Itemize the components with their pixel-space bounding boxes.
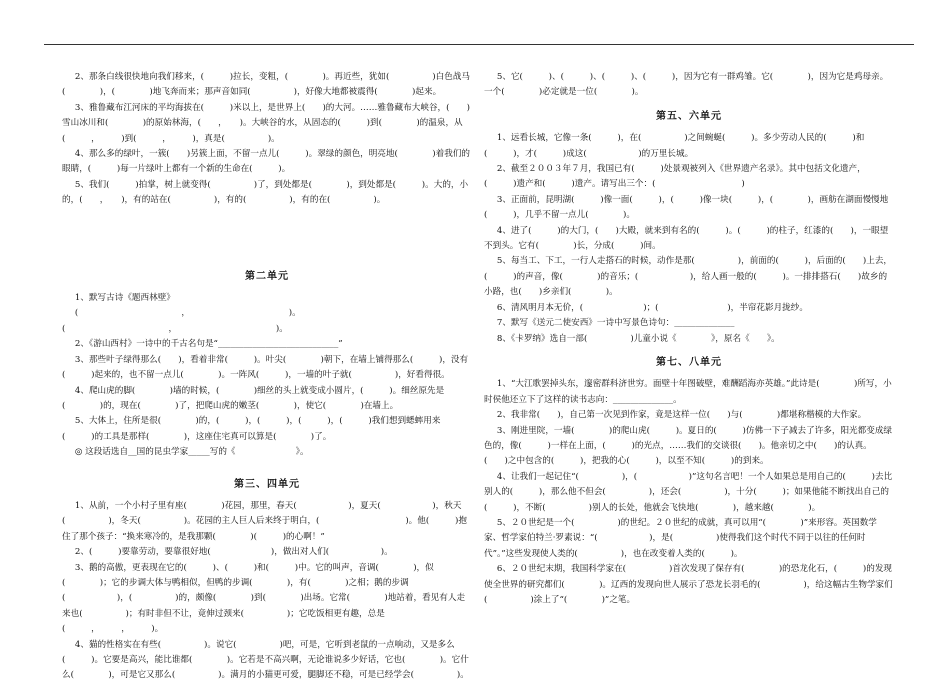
unit2-item: 2、《游山西村》一诗中的千古名句是“____________________________” bbox=[74, 339, 343, 350]
unit56-item: 5、每当工、下工，一行人走搭石的时候，动作是那( )，前面的( )，后面的( )上去，( )的声音，像( )的音乐；( )，给人画一般的( )。一排排搭石( )故乡的小路，也( )乡亲们( )。 bbox=[484, 256, 893, 298]
unit56-item: 7、默写《送元二使安西》一诗中写景色诗句：______________ bbox=[496, 318, 735, 329]
unit34-item: 1、从前，一个小村子里有座( )花园，那里，春天( )，夏天( )，秋天( )，冬天( )。花园的主人巨人后来终于明白，( )。他( )抱住了那个孩子：“换来寒冷的，是我那颗( )( )的心啊！” bbox=[62, 500, 467, 542]
unit34-item: 4、猫的性格实在有些( )。说它( )吧，可是，它听到老鼠的一点响动，又是多么( )。它要是高兴，能比谁都( )。它若是不高兴啊，无论谁说多少好话，它也( )。它什么( )，可是它又那么( )。满月的小猫更可爱，腿脚还不稳，可是已经学会( )。 bbox=[62, 639, 469, 681]
unit56-item: 3、正面前，昆明湖( )像一面( )，( )像一块( )，( )，画舫在湖面慢慢地( )，几乎不留一点儿( )。 bbox=[484, 194, 889, 221]
unit78-item: 1、“大江歌罢掉头东，邃密群科济世穷。面壁十年图破壁，难酬蹈海亦英雄。”此诗是( )所写，小时侯他还立下了这样的读书志向：______________。 bbox=[484, 379, 892, 405]
unit78-item: 4、让我们一起记住“( )，( )”这句名言吧！一个人如果总是用自己的( )去比别人的( )，那么他不但会( )，还会( )，十分( )；如果他能不断找出自己的( )，不断( )别人的长处，他就会飞快地( )，越来越( )。 bbox=[484, 471, 893, 513]
unit2-item: 4、爬山虎的脚( )墙的时候，( )细丝的头上就变成小圆片，( )。细丝原先是( )的，现在( )了，把爬山虎的嫩茎( )，使它( )在墙上。 bbox=[62, 385, 445, 411]
unit1-item: 5、我们( )拍掌，树上就变得( )了，到处都是( )，到处都是( )。大的，小的，( ， )，有的站在( )，有的( )，有的在( )。 bbox=[62, 179, 469, 206]
unit56-item: 8、《卡罗纳》选自一部( )儿童小说《 》，原名《 》。 bbox=[496, 333, 780, 344]
header-rule bbox=[44, 44, 914, 45]
unit2-item: 5、大体上，住所是很( )的，( )，( )，( )，( )我们想到蟋蟀用来( )的工具是那样( )，这座住宅真可以算是( )了。 bbox=[62, 416, 441, 442]
unit34-title: 第三、四单元 bbox=[234, 478, 300, 490]
unit1-item: 4、那么多的绿叶，一簇( )另簇上面，不留一点儿( )。翠绿的颜色，明亮地( )着我们的眼睛，( )每一片绿叶上都有一个新的生命在( )。 bbox=[62, 149, 471, 175]
unit34-item: 2、( )要靠劳动，要靠很好地( )，做出对人们( )。 bbox=[74, 547, 393, 558]
unit2-item: 1、默写古诗《题西林壁》 bbox=[74, 293, 175, 304]
unit78-item: 2、我非常( )，自己第一次见到作家，竟是这样一位( )与( )都堪称楷模的大作家。 bbox=[496, 410, 867, 421]
unit78-item: 3、刚进里院，一墙( )的爬山虎( )。夏日的( )仿佛一下子减去了许多，阳光都变成绿色的，像( )一样在上面，( )的光点，……我们的交谈很( )。他亲切之中( )的认真。( )之中包含的( )，把我的心( )，以至不知( )的到来。 bbox=[484, 425, 893, 467]
unit1-item: 2、那条白线很快地向我们移来，( )拉长，变粗，( )。再近些，犹如( )白色战马( )，( )地飞奔而来；那声音如同( )，好像大地都被震得( )起来。 bbox=[62, 72, 471, 98]
unit78-title: 第七、八单元 bbox=[656, 356, 722, 368]
unit1-item: 3、雅鲁藏布江河床的平均海拔在( )米以上，是世界上( )的大河。……雅鲁藏布大峡谷，( )雪山冰川和( )的原始林海，( ， )。大峡谷的水，从固态的( )到( )的温泉，从( ， )到( ， )，真是( )。 bbox=[62, 102, 471, 144]
unit78-item: 6、２０世纪末期，我国科学家在( )首次发现了保存有( )的恐龙化石，( )的发现使全世界的研究都们( )。辽西的发现向世人展示了恐龙长羽毛的( )，给这幅古生物学家们( )涂上了“( )”之笔。 bbox=[484, 564, 893, 605]
unit2-item: ◎ 这段话选自__国的昆虫学家_____写的《 》。 bbox=[74, 447, 309, 458]
unit2-title: 第二单元 bbox=[245, 270, 289, 282]
unit2-item: ( ， )。( ， )。 bbox=[62, 308, 301, 334]
unit56-item: 1、远看长城，它像一条( )，在( )之间蜿蜒( )。多少劳动人民的( )和( )，才( )成这( )的万里长城。 bbox=[484, 133, 865, 159]
unit34-item: 3、鹅的高傲，更表现在它的( )、( )和( )中。它的叫声，音调( )，似( )；它的步调大体与鸭相似，但鸭的步调( )，有( )之相；鹅的步调( )，( )的，颇像( )到( )出场。它常( )地站着，看见有人走来也( )；有时非但不让，竟伸过颈来( )；它吃饭相更有趣，总是( ， ， )。 bbox=[62, 562, 466, 635]
unit56-item: 4、进了( )的大门，( )大殿，就来到有名的( )。( )的柱子，红漆的( )，一眼望不到头。它有( )长，分成( )间。 bbox=[484, 225, 889, 252]
unit2-item: 3、那些叶子绿得那么( )，看着非常( )。叶尖( )朝下，在墙上铺得那么( )，没有( )起来的，也不留一点儿( )。一阵风( )，一墙的叶子就( )，好看得很。 bbox=[62, 354, 469, 381]
unit56-item: 2、截至２００３年７月，我国已有( )处景观被列入《世界遗产名录》。其中包括文化遗产，( )遗产和( )遗产。请写出三个：( ) bbox=[484, 164, 866, 190]
unit78-item: 5、２０世纪是一个( )的世纪。２０世纪的成就，真可以用“( )”来形容。英国数学家、哲学家伯特兰·罗素说：“( )，是( )使得我们这个时代不同于以往的任何时代”。”这些发现使人类的( )，也在改变着人类的( )。 bbox=[484, 517, 877, 559]
unit4-item: 5、它( )、( )、( )、( )，因为它有一群鸡雏。它( )，因为它是鸡母亲。一个( )必定就是一位( )。 bbox=[484, 72, 889, 98]
right-column bbox=[484, 70, 894, 608]
unit56-title: 第五、六单元 bbox=[656, 110, 722, 122]
unit56-item: 6、清风明月本无价，( )；( )，半帘花影月拢纱。 bbox=[496, 302, 808, 313]
left-column bbox=[62, 70, 472, 684]
